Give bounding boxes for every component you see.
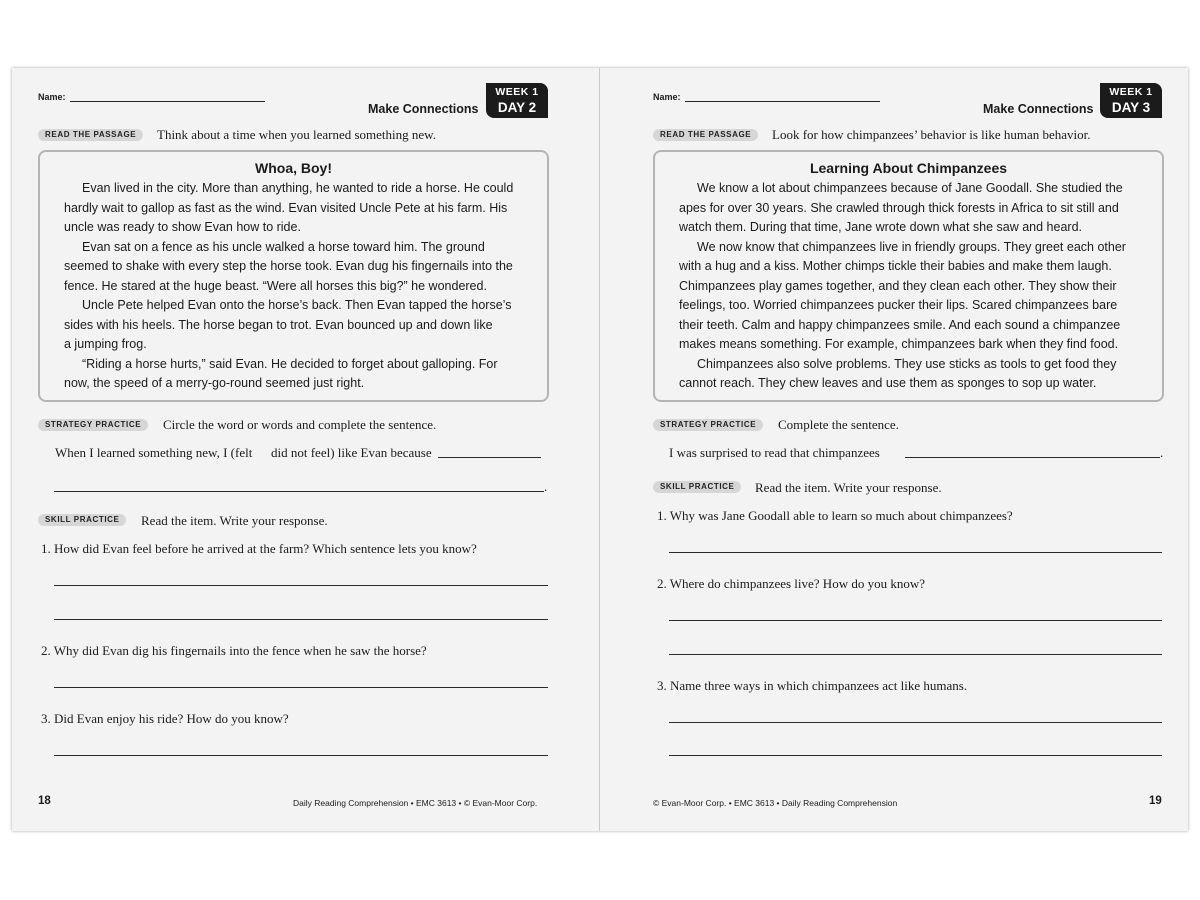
passage-line: seemed to shake with every step the horse took. Evan dug his fingernails into the xyxy=(64,259,513,273)
passage-line: apes for over 30 years. She crawled through thick forests in Africa to sit still and xyxy=(679,201,1119,215)
passage-line: We now know that chimpanzees live in friendly groups. They greet each other xyxy=(697,240,1126,254)
name-line[interactable] xyxy=(685,93,880,102)
passage-line: Uncle Pete helped Evan onto the horse’s back. Then Evan tapped the horse’s xyxy=(82,298,512,312)
passage-line: now, the speed of a merry-go-round seemed just right. xyxy=(64,376,365,390)
section-title: Make Connections xyxy=(368,102,479,116)
passage-line: fence. He stared at the huge beast. “Were all horses this big?” he wondered. xyxy=(64,279,487,293)
read-instruction: Look for how chimpanzees’ behavior is like human behavior. xyxy=(772,127,1091,142)
question-1: 1. How did Evan feel before he arrived at the farm? Which sentence lets you know? xyxy=(41,541,477,556)
sentence-start: I was surprised to read that chimpanzees xyxy=(669,445,880,460)
passage-line: Chimpanzees play games together, and they clean each other. They show their xyxy=(679,279,1117,293)
passage-line: uncle was ready to show Evan how to ride. xyxy=(64,220,301,234)
answer-line[interactable] xyxy=(669,654,1162,655)
period: . xyxy=(1160,445,1164,460)
name-label: Name: xyxy=(653,92,681,102)
week-label: WEEK 1 xyxy=(1109,86,1153,98)
section-title: Make Connections xyxy=(983,102,1094,116)
passage-line: sides with his heels. The horse began to trot. Evan bounced up and down like xyxy=(64,318,493,332)
question-3: 3. Did Evan enjoy his ride? How do you know? xyxy=(41,711,289,726)
week-label: WEEK 1 xyxy=(495,86,539,98)
strategy-practice-tag: STRATEGY PRACTICE xyxy=(653,419,763,431)
name-label: Name: xyxy=(38,92,66,102)
skill-practice-tag: SKILL PRACTICE xyxy=(653,481,741,493)
week-day-badge xyxy=(1100,83,1162,118)
strategy-instruction: Circle the word or words and complete the sentence. xyxy=(163,417,437,432)
answer-line[interactable] xyxy=(54,755,548,756)
passage-line: “Riding a horse hurts,” said Evan. He decided to forget about galloping. For xyxy=(82,357,498,371)
passage-line: with a hug and a kiss. Mother chimps tickle their babies and make them laugh. xyxy=(679,259,1112,273)
answer-line[interactable] xyxy=(54,585,548,586)
strategy-instruction: Complete the sentence. xyxy=(778,417,899,432)
passage-line: feelings, too. Worried chimpanzees pucker their lips. Scared chimpanzees bare xyxy=(679,298,1118,312)
page-footer: Daily Reading Comprehension • EMC 3613 • © Evan-Moor Corp. xyxy=(293,798,538,808)
answer-line[interactable] xyxy=(669,552,1162,553)
sentence-start: When I learned something new, I (felt xyxy=(55,445,253,460)
passage-line: their teeth. Calm and happy chimpanzees smile. And each sound a chimpanzee xyxy=(679,318,1121,332)
skill-instruction: Read the item. Write your response. xyxy=(755,480,942,495)
name-field[interactable] xyxy=(653,92,880,102)
passage-line: Evan sat on a fence as his uncle walked a horse toward him. The ground xyxy=(82,240,485,254)
sentence-option: did not feel) like Evan because xyxy=(271,445,432,460)
name-line[interactable] xyxy=(70,93,265,102)
period: . xyxy=(544,479,548,494)
answer-line[interactable] xyxy=(669,722,1162,723)
answer-line[interactable] xyxy=(54,687,548,688)
page-footer: © Evan-Moor Corp. • EMC 3613 • Daily Reading Comprehension xyxy=(653,798,898,808)
answer-line[interactable] xyxy=(905,457,1160,458)
skill-practice-tag: SKILL PRACTICE xyxy=(38,514,126,526)
answer-line[interactable] xyxy=(438,457,541,458)
read-passage-tag: READ THE PASSAGE xyxy=(653,129,758,141)
page-right xyxy=(600,68,1188,831)
passage-line: hardly wait to gallop as fast as the wind. Evan visited Uncle Pete at his farm. His xyxy=(64,201,508,215)
passage-line: makes means something. For example, chimpanzees bark when they find food. xyxy=(679,337,1119,351)
day-label: DAY 2 xyxy=(497,99,537,115)
passage-box xyxy=(653,150,1164,402)
page-number: 18 xyxy=(38,795,51,807)
answer-line[interactable] xyxy=(669,755,1162,756)
skill-instruction: Read the item. Write your response. xyxy=(141,513,328,528)
strategy-practice-tag: STRATEGY PRACTICE xyxy=(38,419,148,431)
passage-box xyxy=(38,150,549,402)
workbook-spread xyxy=(12,68,1188,831)
question-2: 2. Where do chimpanzees live? How do you know? xyxy=(657,576,925,591)
answer-line[interactable] xyxy=(669,620,1162,621)
passage-title: Whoa, Boy! xyxy=(255,160,332,176)
passage-title: Learning About Chimpanzees xyxy=(809,160,1008,176)
passage-line: Evan lived in the city. More than anything, he wanted to ride a horse. He could xyxy=(82,181,514,195)
week-day-badge xyxy=(486,83,548,118)
answer-line[interactable] xyxy=(54,619,548,620)
passage-line: a jumping frog. xyxy=(64,337,147,351)
day-label: DAY 3 xyxy=(1111,99,1151,115)
read-instruction: Think about a time when you learned something new. xyxy=(157,127,436,142)
passage-line: We know a lot about chimpanzees because of Jane Goodall. She studied the xyxy=(697,181,1123,195)
question-1: 1. Why was Jane Goodall able to learn so much about chimpanzees? xyxy=(657,508,1013,523)
page-number: 19 xyxy=(1149,795,1162,807)
passage-line: cannot reach. They chew leaves and use them as sponges to sop up water. xyxy=(679,376,1097,390)
answer-line[interactable] xyxy=(54,491,544,492)
passage-line: watch them. During that time, Jane wrote down what she saw and heard. xyxy=(679,220,1082,234)
page-left xyxy=(12,68,599,831)
name-field[interactable] xyxy=(38,92,265,102)
question-2: 2. Why did Evan dig his fingernails into the fence when he saw the horse? xyxy=(41,643,427,658)
read-passage-tag: READ THE PASSAGE xyxy=(38,129,143,141)
passage-line: Chimpanzees also solve problems. They use sticks as tools to get food they xyxy=(697,357,1117,371)
question-3: 3. Name three ways in which chimpanzees act like humans. xyxy=(657,678,968,693)
